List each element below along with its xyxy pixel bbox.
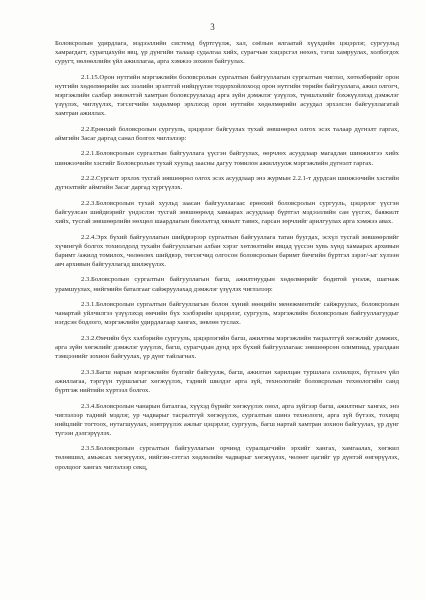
- paragraph: 2.1.15.Орон нутгийн мэргэжлийн боловсролын сургалтын байгууллагын сургалтын чиглэл, хөтөлбөрийг орон нутгийн хөдөлмөрийн зах зээлийн эрэлттэй нийцүүлэн тодорхойлохоод орон нутгийн төрийн байгууллага, ажил олгогч, мэргэжлийн салбар зөвлөлтэй хамтран боловсруулахад арга зүйн дэмжлэг үзүүлэх, түншлэлийг бэхжүүлэхэд дэмжлэг үзүүлэх, чиглүүлэх, тэгсегчийн хөдөлмөр эрхлэхэд орон нутгийн хөдөлмөрийн асуудал эрхэлсэн байгууллагатай хамтран ажиллах.: [55, 73, 399, 118]
- paragraph: 2.3.Боловсролын сургалтын байгууллагын багш, ажилтнуудын хөдөлмөрийг бодитой үнэлж, шагнаж урамшуулах, нийгмийн баталгааг сайжруулахад дэмжлэг үзүүлэх чиглэлээр:: [55, 276, 399, 293]
- document-body: [55, 39, 399, 478]
- paragraph: 2.3.5.Боловсролын сургалтын байгууллагын орчинд суралцагчийн эрхийг хангах, хамгаалах, хөгжил төлөвшил, амьжсах хөгжүүлэх, нийгэм-сэтгэл хөдлөлийн чадварыг хөгжүүлэх, чөлөөт цагийг үр дүнтэй өнгөрүүлэх, оролцоог хангах чиглэлээр секц,: [55, 445, 399, 471]
- paragraph: 2.3.2.Өмчийн бүх хэлбэрийн сургууль, цэцэрлэгийн багш, ажилтны мэргэжлийн тасралтгүй хөгжлийг дэмжих, арга зүйн хөгжлийг дэмжлэг үзүүлэх, багш, сурагчдын дунд эрх бүхий байгууллагаас зөвшөөрсөн олимпиад, уралдаан тэмцээнийг зохион байгуулах, үр дүнг тайлагнах.: [55, 334, 399, 361]
- paragraph: 2.3.3.Багш нарын мэргэжлийн бүлгийг байгуулж, багш, ажилтан харилцан туршлага солилцох, бүтээлч үйл ажиллагаа, тэргүүн туршлагыг хөгжүүлэх, тэдний шилдэг арга зүй, технологийг боловсролын технологийн санд бүртгэж нийтийн хүртээл болгох.: [55, 368, 399, 394]
- paragraph: 2.3.4.Боловсролын чанарын баталгаа, хүүхэд бүрийг хөгжүүлэх онол, арга зүйгээр багш, ажилтныг хангах, энэ чиглэлээр тадний мэдлэг, ур чадварыг тасралтгүй хөгжүүлэх, сургалтын шинэ технологи, арга зүй бүтээх, тохирц нийцлийг тогтоох, нутагшуулах, нэвтрүүлэх ажлыг цэцэрлэг, сургууль, багш нартай хамтран зохион байгуулах, үр дүнг түгээн дэлгэрүүлэх.: [55, 402, 399, 437]
- paragraph: 2.2.3.Боловсролын тухай хуульд заасан байгууллагаас ерөнхий боловсролын сургууль, цэцэрлэг үүсгэн байгуулсан шийдвэрийг үндэслэн тусгай зөвшөөрөлд хамаарах асуудлаар бүртгэл мэдээллийн сан үүсгэх, баяжилт хийх, тусгай зөвшөөрлийн нөхцөл шаардлагын биелэлтэд хяналт тавих, гарсан зөрчлийг арилгуулах арга хэмжээ авах.: [55, 199, 399, 225]
- paragraph: 2.2.2.Сургалт эрхлэх тусгай зөвшөөрөл олгох эсэх асуудлаар энэ журмын 2.2.1-т дурдсан шинжээчийн хэсгийн дүгнэлтийг аймгийн Засаг даргад хүргүүлэх.: [55, 175, 399, 192]
- paragraph: 2.3.1.Боловсролын сургалтын байгууллагын болон хүний нөөцийн менежментийг сайжруулах, боловсролын чанартай уйлчилгээ үзүүлэхэд өмчийн бүх хэлбэрийн цэцэрлэг, сургууль, мэргэжлийн боловсролын байгууллагуудыг нэгдсэн бодлого, мэргэжлийн удирдлагаар хангах, зөвлөн туслах.: [55, 301, 399, 327]
- page-number: 3: [210, 22, 215, 32]
- paragraph: 2.2.Ерөнхий боловсролын сургууль, цэцэрлэг байгуулах тухай зөвшөөрөл олгох эсэх талаар дүгнэлт гаргах, аймгийн Засаг даргад санал болгох чиглэлээр:: [55, 125, 399, 142]
- paragraph: 2.2.1.Боловсролын сургалтын байгууллага үүсгэн байгуулах, өөрчлөх асуудлаар магадлан шинжилгээ хийх шинжээчийн хэсгийг Боловсролын тухай хуульд заасны дагуу томилон ажиллуулж мэргэжлийн дүгнэлт гаргах.: [55, 150, 399, 167]
- paragraph: Боловсролын удирдлага, мэдээллийн системд бүртгүүлж, хал, сөёлын ялгаатай хүүхдийн цэцэрлэг, сургуульд хамрагдагт, сурагцахуйн явц, үр дүнгийн талаар судалгаа хийх, сурагчын хэцэрсгэл нөхөх, тэгш хамруулах, холбогдох суругт, нөлөөллийн үйл ажиллагаа, арга хэмжээ зохион байгуулах.: [55, 40, 399, 66]
- paragraph: 2.2.4.Эрх бүхий байгууллагын шийдвэрээр сургалтын байгууллага татан буугдах, эсхүл тусгай зөвшөөрлийг хүчингүй болгох тохиолдолд тухайн байгууллагын албан хэрэг хөтлөлтийн явцад үүссэн хувь хүнд хамаарах архивын баримт /ажилд томилох, чөлөөлөх шийдвэр, төгсөгчид олгосон боловсролын баримт бичгийн бүртгэл зэрэг/-ыг хүлээн авч архивын байгууллагад шилжүүлэх.: [55, 233, 399, 268]
